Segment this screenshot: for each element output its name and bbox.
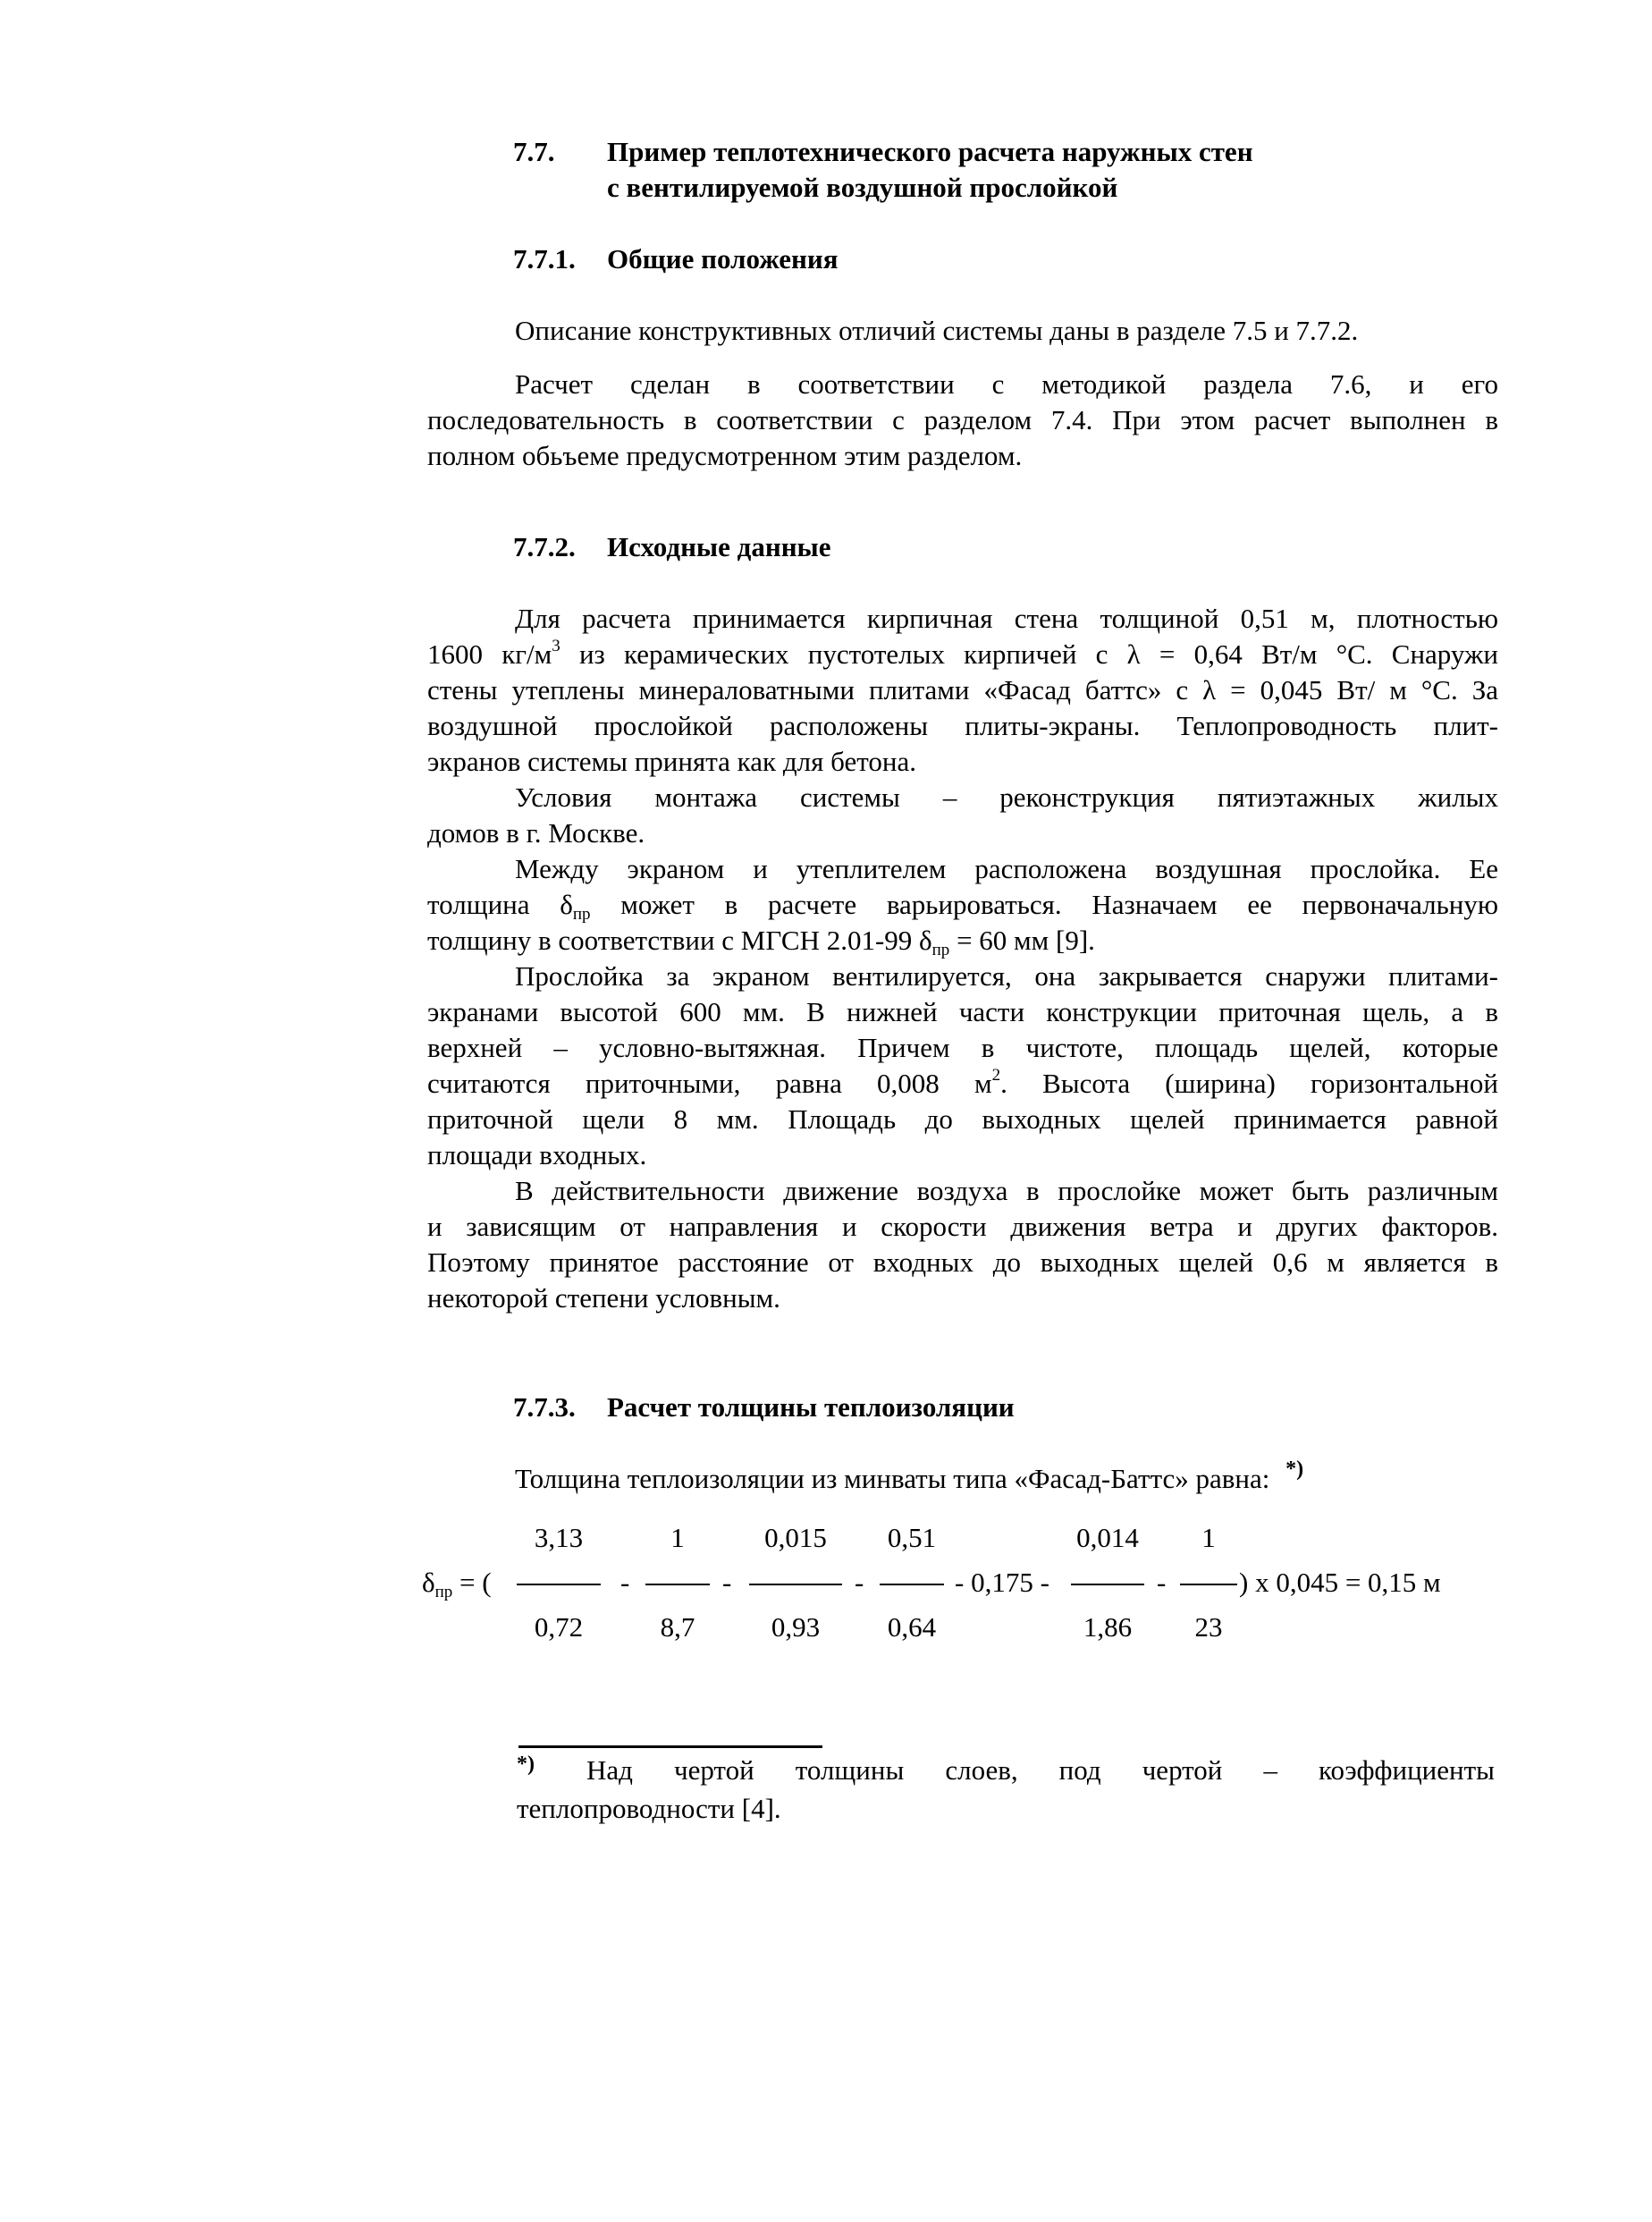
text-line: воздушной прослойкой расположены плиты-экраны. Теплопроводность плит- (427, 710, 1498, 741)
text-line: Условия монтажа системы – реконструкция пятиэтажных жилых (515, 782, 1498, 813)
footnote-mark: *) (517, 1753, 535, 1776)
section-number: 7.7.3. (513, 1391, 576, 1423)
fraction-bar (645, 1584, 710, 1585)
paragraph-source-data-1 (427, 601, 1498, 780)
numerator: 1 (670, 1522, 685, 1553)
text-line: Расчет сделан в соответствии с методикой раздела 7.6, и его (515, 368, 1498, 400)
section-number: 7.7.2. (513, 531, 576, 562)
text-line: *) Над чертой толщины слоев, под чертой – коэффициенты (517, 1753, 1495, 1786)
text-line: площади входных. (427, 1139, 647, 1170)
section-number: 7.7. (513, 136, 555, 167)
text-line: Поэтому принятое расстояние от входных до выходных щелей 0,6 м является в (427, 1246, 1498, 1278)
denominator: 0,72 (534, 1611, 584, 1643)
formula-lhs: $\delta_{пр}$ = ( (422, 1567, 492, 1601)
text-line: толщину в соответствии с МГСН 2.01-99 $\delta_{пр} = 60$ мм [9]. (427, 925, 1095, 959)
text-line: приточной щели 8 мм. Площадь до выходных щелей принимается равной (427, 1103, 1498, 1135)
paragraph-intro: Толщина теплоизоляции из минваты типа «Фасад-Баттс» равна: *) (515, 1457, 1304, 1494)
paragraph-source-data-5 (427, 1173, 1498, 1316)
footnote-mark: *) (1285, 1457, 1304, 1481)
text-line: домов в г. Москве. (427, 817, 645, 849)
paragraph-source-data-4 (427, 959, 1498, 1173)
text-line: толщина $\delta_{пр}$ может в расчете варьироваться. Назначаем ее первоначальную (427, 889, 1498, 924)
text-line: экранами высотой 600 мм. В нижней части конструкции приточная щель, а в (427, 996, 1498, 1027)
paragraph-source-data-2 (427, 780, 1498, 851)
text-line: верхней – условно-вытяжная. Причем в чистоте, площадь щелей, которые (427, 1032, 1498, 1063)
text-line: 1600 $кг/м^3$ из керамических пустотелых кирпичей с λ = 0,64 Вт/м °С. Снаружи (427, 637, 1498, 670)
footnote (517, 1753, 1495, 1827)
operator-minus: - (620, 1567, 630, 1598)
section-7-7-2-heading (513, 531, 831, 563)
numerator: 0,014 (1076, 1522, 1139, 1553)
numerator: 1 (1201, 1522, 1216, 1553)
section-title: Расчет толщины теплоизоляции (607, 1391, 1015, 1423)
text-line: полном обьъеме предусмотренном этим разделом. (427, 440, 1023, 471)
denominator: 0,93 (771, 1611, 821, 1643)
text-line: некоторой степени условным. (427, 1282, 780, 1314)
operator-minus: - (1157, 1567, 1167, 1598)
formula-tail: ) х 0,045 = 0,15 м (1239, 1567, 1441, 1598)
denominator: 1,86 (1083, 1611, 1133, 1643)
fraction-bar (517, 1584, 601, 1585)
numerator: 0,015 (764, 1522, 827, 1553)
text-line: последовательность в соответствии с разделом 7.4. При этом расчет выполнен в (427, 404, 1498, 435)
fraction-bar (880, 1584, 944, 1585)
paragraph-source-data-3 (427, 851, 1498, 959)
text-line: теплопроводности [4]. (517, 1793, 781, 1824)
denominator: 23 (1194, 1611, 1223, 1643)
footnote-rule (518, 1745, 822, 1748)
text-line: экранов системы принята как для бетона. (427, 746, 916, 777)
fraction-bar (749, 1584, 842, 1585)
section-title: Общие положения (607, 243, 839, 275)
operator-minus: - (722, 1567, 732, 1598)
text-line: и зависящим от направления и скорости движения ветра и других факторов. (427, 1211, 1498, 1242)
section-7-7-1-heading (513, 243, 839, 275)
section-title-line1: Пример теплотехнического расчета наружных стен (607, 136, 1253, 167)
text-line: Прослойка за экраном вентилируется, она закрывается снаружи плитами- (515, 960, 1498, 992)
text-line: считаются приточными, равна 0,008 $м^2$. Высота (ширина) горизонтальной (427, 1066, 1498, 1099)
denominator: 0,64 (887, 1611, 937, 1643)
paragraph-description: Описание конструктивных отличий системы даны в разделе 7.5 и 7.7.2. (515, 315, 1359, 346)
text-line: В действительности движение воздуха в прослойке может быть различным (515, 1175, 1498, 1206)
section-title: Исходные данные (607, 531, 831, 562)
paragraph-calculation (427, 367, 1498, 474)
denominator: 8,7 (660, 1611, 695, 1643)
fraction-bar (1071, 1584, 1144, 1585)
section-7-7-title-line2: с вентилируемой воздушной прослойкой (607, 172, 1118, 203)
operator-minus: - (855, 1567, 864, 1598)
formula-middle-term: - 0,175 - (955, 1567, 1049, 1598)
text-line: Между экраном и утеплителем расположена воздушная прослойка. Ее (515, 853, 1498, 884)
section-number: 7.7.1. (513, 243, 576, 275)
fraction-bar (1180, 1584, 1237, 1585)
text-line: стены утеплены минераловатными плитами «Фасад баттс» с λ = 0,045 Вт/ м °С. За (427, 674, 1498, 705)
text-line: Для расчета принимается кирпичная стена толщиной 0,51 м, плотностью (515, 603, 1498, 634)
numerator: 3,13 (534, 1522, 584, 1553)
numerator: 0,51 (887, 1522, 937, 1553)
section-7-7-3-heading (513, 1391, 1015, 1424)
section-7-7-heading (513, 136, 1253, 168)
